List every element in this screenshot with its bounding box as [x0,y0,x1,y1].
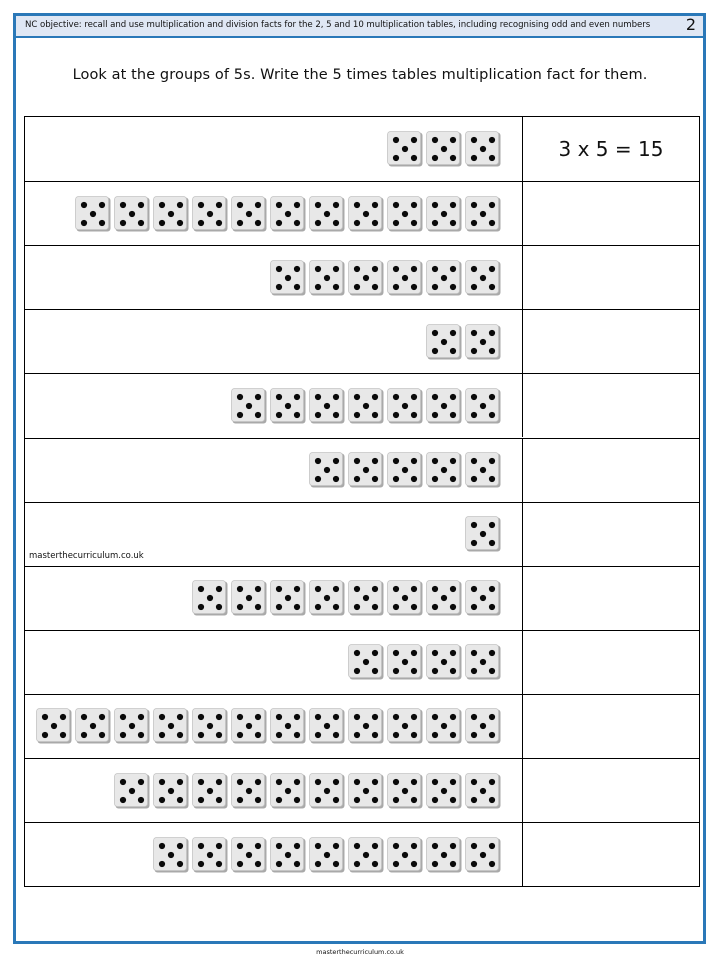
five-dice-icon [270,837,306,873]
five-dice-icon [309,388,345,424]
five-dice-icon [465,580,501,616]
five-dice-icon [465,837,501,873]
five-dice-icon [192,196,228,232]
answer-cell[interactable] [523,823,699,886]
answer-cell[interactable] [523,567,699,630]
table-row [25,630,699,694]
dice-group-cell [25,310,523,373]
five-dice-icon [114,773,150,809]
answer-cell[interactable] [523,182,699,245]
five-dice-icon [114,196,150,232]
five-dice-icon [348,708,384,744]
five-dice-icon [75,708,111,744]
five-dice-icon [387,837,423,873]
five-dice-icon [192,773,228,809]
five-dice-icon [387,708,423,744]
five-dice-icon [426,837,462,873]
five-dice-icon [465,773,501,809]
dice-group-cell [25,823,523,886]
five-dice-icon [231,837,267,873]
dice-group [231,388,501,424]
five-dice-icon [465,131,501,167]
five-dice-icon [309,708,345,744]
five-dice-icon [465,516,501,552]
five-dice-icon [426,644,462,680]
five-dice-icon [192,580,228,616]
dice-group [387,131,501,167]
table-row [25,694,699,758]
five-dice-icon [348,580,384,616]
dice-group [348,644,501,680]
footer-text: masterthecurriculum.co.uk [316,948,404,956]
five-dice-icon [465,452,501,488]
five-dice-icon [348,388,384,424]
table-row [25,181,699,245]
dice-group-cell [25,567,523,630]
five-dice-icon [465,644,501,680]
five-dice-icon [153,708,189,744]
five-dice-icon [348,773,384,809]
five-dice-icon [270,388,306,424]
five-dice-icon [426,324,462,360]
watermark-text: masterthecurriculum.co.uk [29,551,144,561]
answer-cell[interactable] [523,439,699,502]
five-dice-icon [309,837,345,873]
five-dice-icon [465,388,501,424]
five-dice-icon [465,324,501,360]
table-row [25,566,699,630]
answer-cell[interactable] [523,695,699,758]
table-row [25,758,699,822]
five-dice-icon [387,773,423,809]
answer-cell[interactable] [523,503,699,566]
five-dice-icon [426,388,462,424]
answer-cell[interactable] [523,759,699,822]
dice-group [153,837,501,873]
answer-cell[interactable] [523,631,699,694]
five-dice-icon [309,196,345,232]
dice-group-cell [25,246,523,309]
five-dice-icon [231,708,267,744]
dice-group [309,452,501,488]
five-dice-icon [114,708,150,744]
five-dice-icon [270,708,306,744]
dice-group-cell [25,631,523,694]
five-dice-icon [426,708,462,744]
five-dice-icon [309,260,345,296]
instruction-text: Look at the groups of 5s. Write the 5 times tables multiplication fact for them. [72,67,648,83]
five-dice-icon [309,452,345,488]
worksheet-table [24,116,700,887]
dice-group [75,196,501,232]
dice-group-cell [25,117,523,181]
dice-group [270,260,501,296]
dice-group [465,516,501,552]
five-dice-icon [348,260,384,296]
five-dice-icon [348,196,384,232]
objective-text: NC objective: recall and use multiplication and division facts for the 2, 5 and 10 multiplication tables, including recognising odd and even numbers [25,20,651,30]
page-number: 2 [685,15,696,34]
table-row [25,117,699,181]
dice-group [114,773,501,809]
five-dice-icon [387,196,423,232]
dice-group-cell [25,759,523,822]
dice-group-cell [25,374,523,437]
answer-cell[interactable] [523,374,699,437]
dice-group [426,324,501,360]
answer-cell[interactable] [523,310,699,373]
five-dice-icon [348,644,384,680]
five-dice-icon [192,708,228,744]
dice-group-cell [25,695,523,758]
five-dice-icon [270,773,306,809]
five-dice-icon [387,260,423,296]
five-dice-icon [387,131,423,167]
five-dice-icon [426,773,462,809]
five-dice-icon [153,196,189,232]
five-dice-icon [231,580,267,616]
five-dice-icon [426,260,462,296]
table-row [25,822,699,886]
five-dice-icon [387,388,423,424]
answer-cell[interactable] [523,117,699,181]
five-dice-icon [270,260,306,296]
five-dice-icon [231,773,267,809]
five-dice-icon [465,196,501,232]
five-dice-icon [309,580,345,616]
dice-group [192,580,501,616]
five-dice-icon [153,773,189,809]
dice-group [36,708,501,744]
five-dice-icon [426,196,462,232]
five-dice-icon [270,196,306,232]
five-dice-icon [192,837,228,873]
five-dice-icon [348,837,384,873]
dice-group-cell [25,182,523,245]
five-dice-icon [270,580,306,616]
five-dice-icon [387,580,423,616]
five-dice-icon [75,196,111,232]
dice-group-cell [25,439,523,502]
five-dice-icon [153,837,189,873]
table-row [25,309,699,373]
five-dice-icon [231,196,267,232]
five-dice-icon [36,708,72,744]
five-dice-icon [387,644,423,680]
five-dice-icon [426,580,462,616]
answer-text: 3 x 5 = 15 [558,137,664,161]
answer-cell[interactable] [523,246,699,309]
five-dice-icon [465,260,501,296]
five-dice-icon [426,452,462,488]
five-dice-icon [348,452,384,488]
five-dice-icon [309,773,345,809]
objective-header [16,16,703,38]
five-dice-icon [387,452,423,488]
five-dice-icon [465,708,501,744]
table-row [25,438,699,502]
table-row [25,245,699,309]
five-dice-icon [231,388,267,424]
five-dice-icon [426,131,462,167]
table-row [25,373,699,437]
